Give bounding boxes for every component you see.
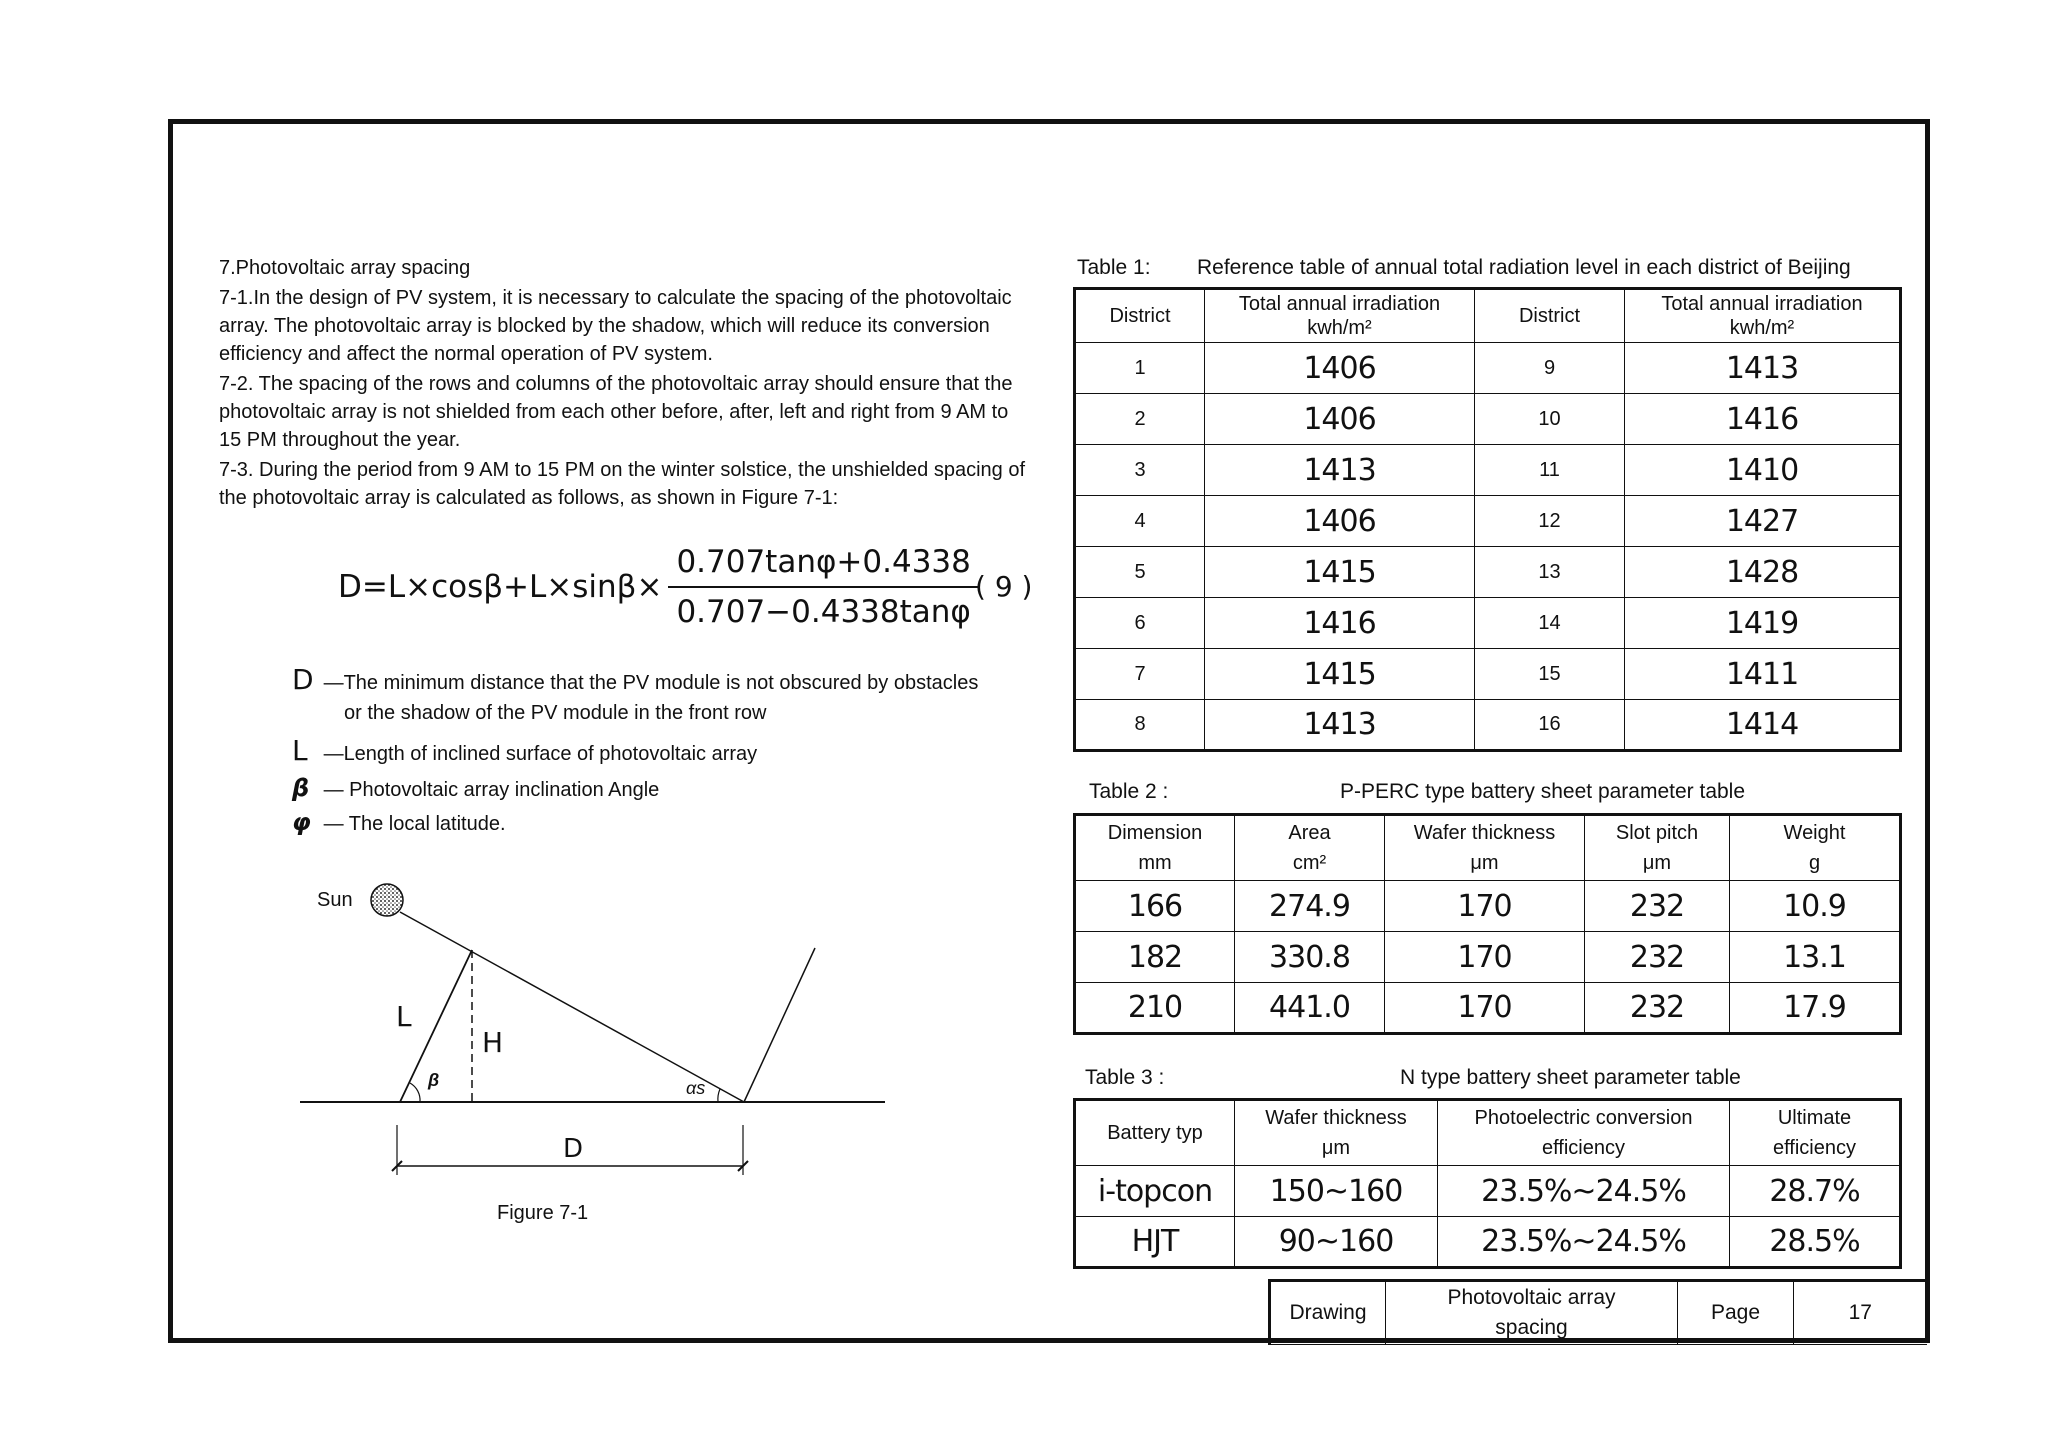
- sun-label: Sun: [317, 889, 353, 911]
- table2-header-slot: [1585, 815, 1730, 881]
- table-cell: 232: [1585, 983, 1730, 1034]
- table-cell: 16: [1475, 700, 1625, 751]
- table3-title: N type battery sheet parameter table: [1400, 1066, 1741, 1089]
- drawing-name-line: Photovoltaic array: [1447, 1286, 1616, 1309]
- definition-symbol: φ: [292, 808, 311, 836]
- L-label: L: [396, 1000, 412, 1033]
- title-block: [1268, 1279, 1927, 1345]
- header-unit: μm: [1321, 1137, 1351, 1159]
- table-cell: 13: [1475, 547, 1625, 598]
- table-cell: 1414: [1625, 700, 1901, 751]
- definition-symbol: D: [292, 663, 314, 696]
- D-label: D: [563, 1134, 584, 1164]
- table3-label: Table 3 :: [1085, 1066, 1165, 1089]
- paragraph-7-2: 7-2. The spacing of the rows and columns of the photovoltaic array should ensure that the photovoltaic array is not shielded from each other before, after, left and right from 9 AM to 15 PM throughout the year.: [219, 373, 1013, 451]
- table-row: [1075, 932, 1901, 983]
- table-cell: 1413: [1205, 700, 1475, 751]
- header-line: Area: [1288, 822, 1331, 844]
- table2-title: P-PERC type battery sheet parameter table: [1340, 780, 1746, 803]
- table-row: [1075, 700, 1901, 751]
- table-cell: 1415: [1205, 649, 1475, 700]
- table-cell: 23.5%~24.5%: [1438, 1217, 1730, 1268]
- table-cell: 1413: [1625, 343, 1901, 394]
- table-cell: 2: [1075, 394, 1205, 445]
- table-cell: 232: [1585, 932, 1730, 983]
- header-unit: cm²: [1292, 852, 1327, 874]
- table-cell: 1416: [1205, 598, 1475, 649]
- table3-header-battery-type: Battery typ: [1075, 1100, 1235, 1166]
- header-unit: efficiency: [1772, 1137, 1856, 1159]
- table2-header-dimension: [1075, 815, 1235, 881]
- table3: [1073, 1098, 1902, 1269]
- table-row: [1075, 598, 1901, 649]
- beta-label: β: [428, 1070, 440, 1090]
- table-cell: 10: [1475, 394, 1625, 445]
- table1-title: Reference table of annual total radiation level in each district of Beijing: [1197, 256, 1851, 279]
- table-cell: 17.9: [1730, 983, 1901, 1034]
- table-cell: 90~160: [1235, 1217, 1438, 1268]
- table-row: [1075, 983, 1901, 1034]
- sun-icon: [371, 884, 403, 916]
- table3-header-row: [1075, 1100, 1901, 1166]
- table2-label: Table 2 :: [1089, 780, 1169, 803]
- header-unit: kwh/m²: [1307, 317, 1372, 339]
- table3-header-conversion: [1438, 1100, 1730, 1166]
- table-cell: 3: [1075, 445, 1205, 496]
- sun-ray-line: [400, 912, 744, 1102]
- table-cell: 28.5%: [1730, 1217, 1901, 1268]
- table-cell: 12: [1475, 496, 1625, 547]
- table-row: [1075, 496, 1901, 547]
- table-cell: 23.5%~24.5%: [1438, 1166, 1730, 1217]
- header-unit: g: [1808, 852, 1821, 874]
- table-row: [1075, 649, 1901, 700]
- table-cell: 232: [1585, 881, 1730, 932]
- table2-header-weight: [1730, 815, 1901, 881]
- table-cell: 11: [1475, 445, 1625, 496]
- table-cell: 6: [1075, 598, 1205, 649]
- page-label: Page: [1678, 1281, 1794, 1345]
- table-cell: 1: [1075, 343, 1205, 394]
- table-cell: 170: [1385, 983, 1585, 1034]
- header-line: Total annual irradiation: [1661, 293, 1863, 315]
- beta-arc: [410, 1083, 420, 1102]
- table-cell: 10.9: [1730, 881, 1901, 932]
- page-number: 17: [1794, 1281, 1927, 1345]
- table-cell: 170: [1385, 932, 1585, 983]
- header-line: Photoelectric conversion: [1474, 1107, 1693, 1129]
- definition-text: — The local latitude.: [323, 813, 506, 835]
- table-cell: 13.1: [1730, 932, 1901, 983]
- definition-text-cont: or the shadow of the PV module in the front row: [344, 702, 767, 724]
- table1-label: Table 1:: [1077, 256, 1151, 279]
- section-heading: 7.Photovoltaic array spacing: [219, 257, 471, 279]
- table-cell: 9: [1475, 343, 1625, 394]
- table-cell: 166: [1075, 881, 1235, 932]
- table-cell: 150~160: [1235, 1166, 1438, 1217]
- formula-denominator: 0.707−0.4338tanφ: [676, 594, 971, 630]
- table-row: [1075, 445, 1901, 496]
- header-unit: kwh/m²: [1729, 317, 1795, 339]
- rear-panel-line: [744, 948, 815, 1102]
- definition-text: — Photovoltaic array inclination Angle: [323, 779, 660, 801]
- table-cell: 1419: [1625, 598, 1901, 649]
- table-row: [1075, 343, 1901, 394]
- header-unit: μm: [1642, 852, 1672, 874]
- table2-header-wafer: [1385, 815, 1585, 881]
- table-cell: 15: [1475, 649, 1625, 700]
- table1-header-district: District: [1475, 289, 1625, 343]
- alpha-label: αs: [686, 1078, 706, 1098]
- header-unit: μm: [1470, 852, 1499, 874]
- table-cell: 274.9: [1235, 881, 1385, 932]
- table3-header-ultimate: [1730, 1100, 1901, 1166]
- table2-header-area: [1235, 815, 1385, 881]
- table-row: [1075, 1217, 1901, 1268]
- definition-symbol: L: [292, 734, 308, 767]
- header-unit: efficiency: [1541, 1137, 1625, 1159]
- table1-header-row: [1075, 289, 1901, 343]
- table-cell: 1416: [1625, 394, 1901, 445]
- table-row: [1075, 394, 1901, 445]
- table-cell: 1406: [1205, 496, 1475, 547]
- table-cell: i-topcon: [1075, 1166, 1235, 1217]
- table-cell: 182: [1075, 932, 1235, 983]
- formula-number: ( 9 ): [975, 570, 1033, 603]
- table-cell: 1411: [1625, 649, 1901, 700]
- header-line: Wafer thickness: [1413, 822, 1556, 844]
- header-line: Wafer thickness: [1265, 1107, 1407, 1129]
- table3-header-wafer: [1235, 1100, 1438, 1166]
- table-cell: 8: [1075, 700, 1205, 751]
- header-unit: mm: [1138, 852, 1172, 874]
- table-cell: 1428: [1625, 547, 1901, 598]
- table-cell: 1413: [1205, 445, 1475, 496]
- table-cell: 4: [1075, 496, 1205, 547]
- formula-numerator: 0.707tanφ+0.4338: [668, 544, 978, 588]
- header-line: Dimension: [1107, 822, 1203, 844]
- table-cell: 14: [1475, 598, 1625, 649]
- table-cell: 7: [1075, 649, 1205, 700]
- definition-text: —The minimum distance that the PV module is not obscured by obstacles: [323, 672, 979, 694]
- table-row: [1075, 881, 1901, 932]
- table-cell: 330.8: [1235, 932, 1385, 983]
- table-cell: 1406: [1205, 343, 1475, 394]
- table1: [1073, 287, 1902, 752]
- figure-caption: Figure 7-1: [497, 1202, 589, 1224]
- formula-lhs: D=L×cosβ+L×sinβ×: [338, 569, 663, 605]
- table-cell: 5: [1075, 547, 1205, 598]
- table1-header-irradiation: [1625, 289, 1901, 343]
- definition-symbol: β: [292, 774, 310, 802]
- paragraph-7-3: 7-3. During the period from 9 AM to 15 PM on the winter solstice, the unshielded spacing of the photovoltaic array is calculated as follows, as shown in Figure 7-1:: [219, 459, 1025, 509]
- alpha-arc: [718, 1089, 720, 1102]
- table1-header-district: District: [1075, 289, 1205, 343]
- header-line: Slot pitch: [1615, 822, 1699, 844]
- table-cell: 28.7%: [1730, 1166, 1901, 1217]
- table-cell: 210: [1075, 983, 1235, 1034]
- paragraph-7-1: 7-1.In the design of PV system, it is necessary to calculate the spacing of the photovoltaic array. The photovoltaic array is blocked by the shadow, which will reduce its conversion efficiency and affect the normal operation of PV system.: [219, 287, 1012, 365]
- table-cell: 1410: [1625, 445, 1901, 496]
- drawing-name-line: spacing: [1495, 1316, 1568, 1339]
- table2-header-row: [1075, 815, 1901, 881]
- table-cell: 170: [1385, 881, 1585, 932]
- drawing-label: Drawing: [1270, 1281, 1386, 1345]
- table-row: [1075, 1166, 1901, 1217]
- table-row: [1075, 547, 1901, 598]
- header-line: Ultimate: [1777, 1107, 1852, 1129]
- table-cell: 1427: [1625, 496, 1901, 547]
- table2: [1073, 813, 1902, 1035]
- table-cell: HJT: [1075, 1217, 1235, 1268]
- table-cell: 1406: [1205, 394, 1475, 445]
- table-cell: 1415: [1205, 547, 1475, 598]
- drawing-name: [1386, 1281, 1678, 1345]
- table1-header-irradiation: [1205, 289, 1475, 343]
- header-line: Total annual irradiation: [1238, 293, 1441, 315]
- H-label: H: [482, 1026, 504, 1059]
- table-cell: 441.0: [1235, 983, 1385, 1034]
- definition-text: —Length of inclined surface of photovoltaic array: [323, 743, 758, 765]
- header-line: Weight: [1783, 822, 1846, 844]
